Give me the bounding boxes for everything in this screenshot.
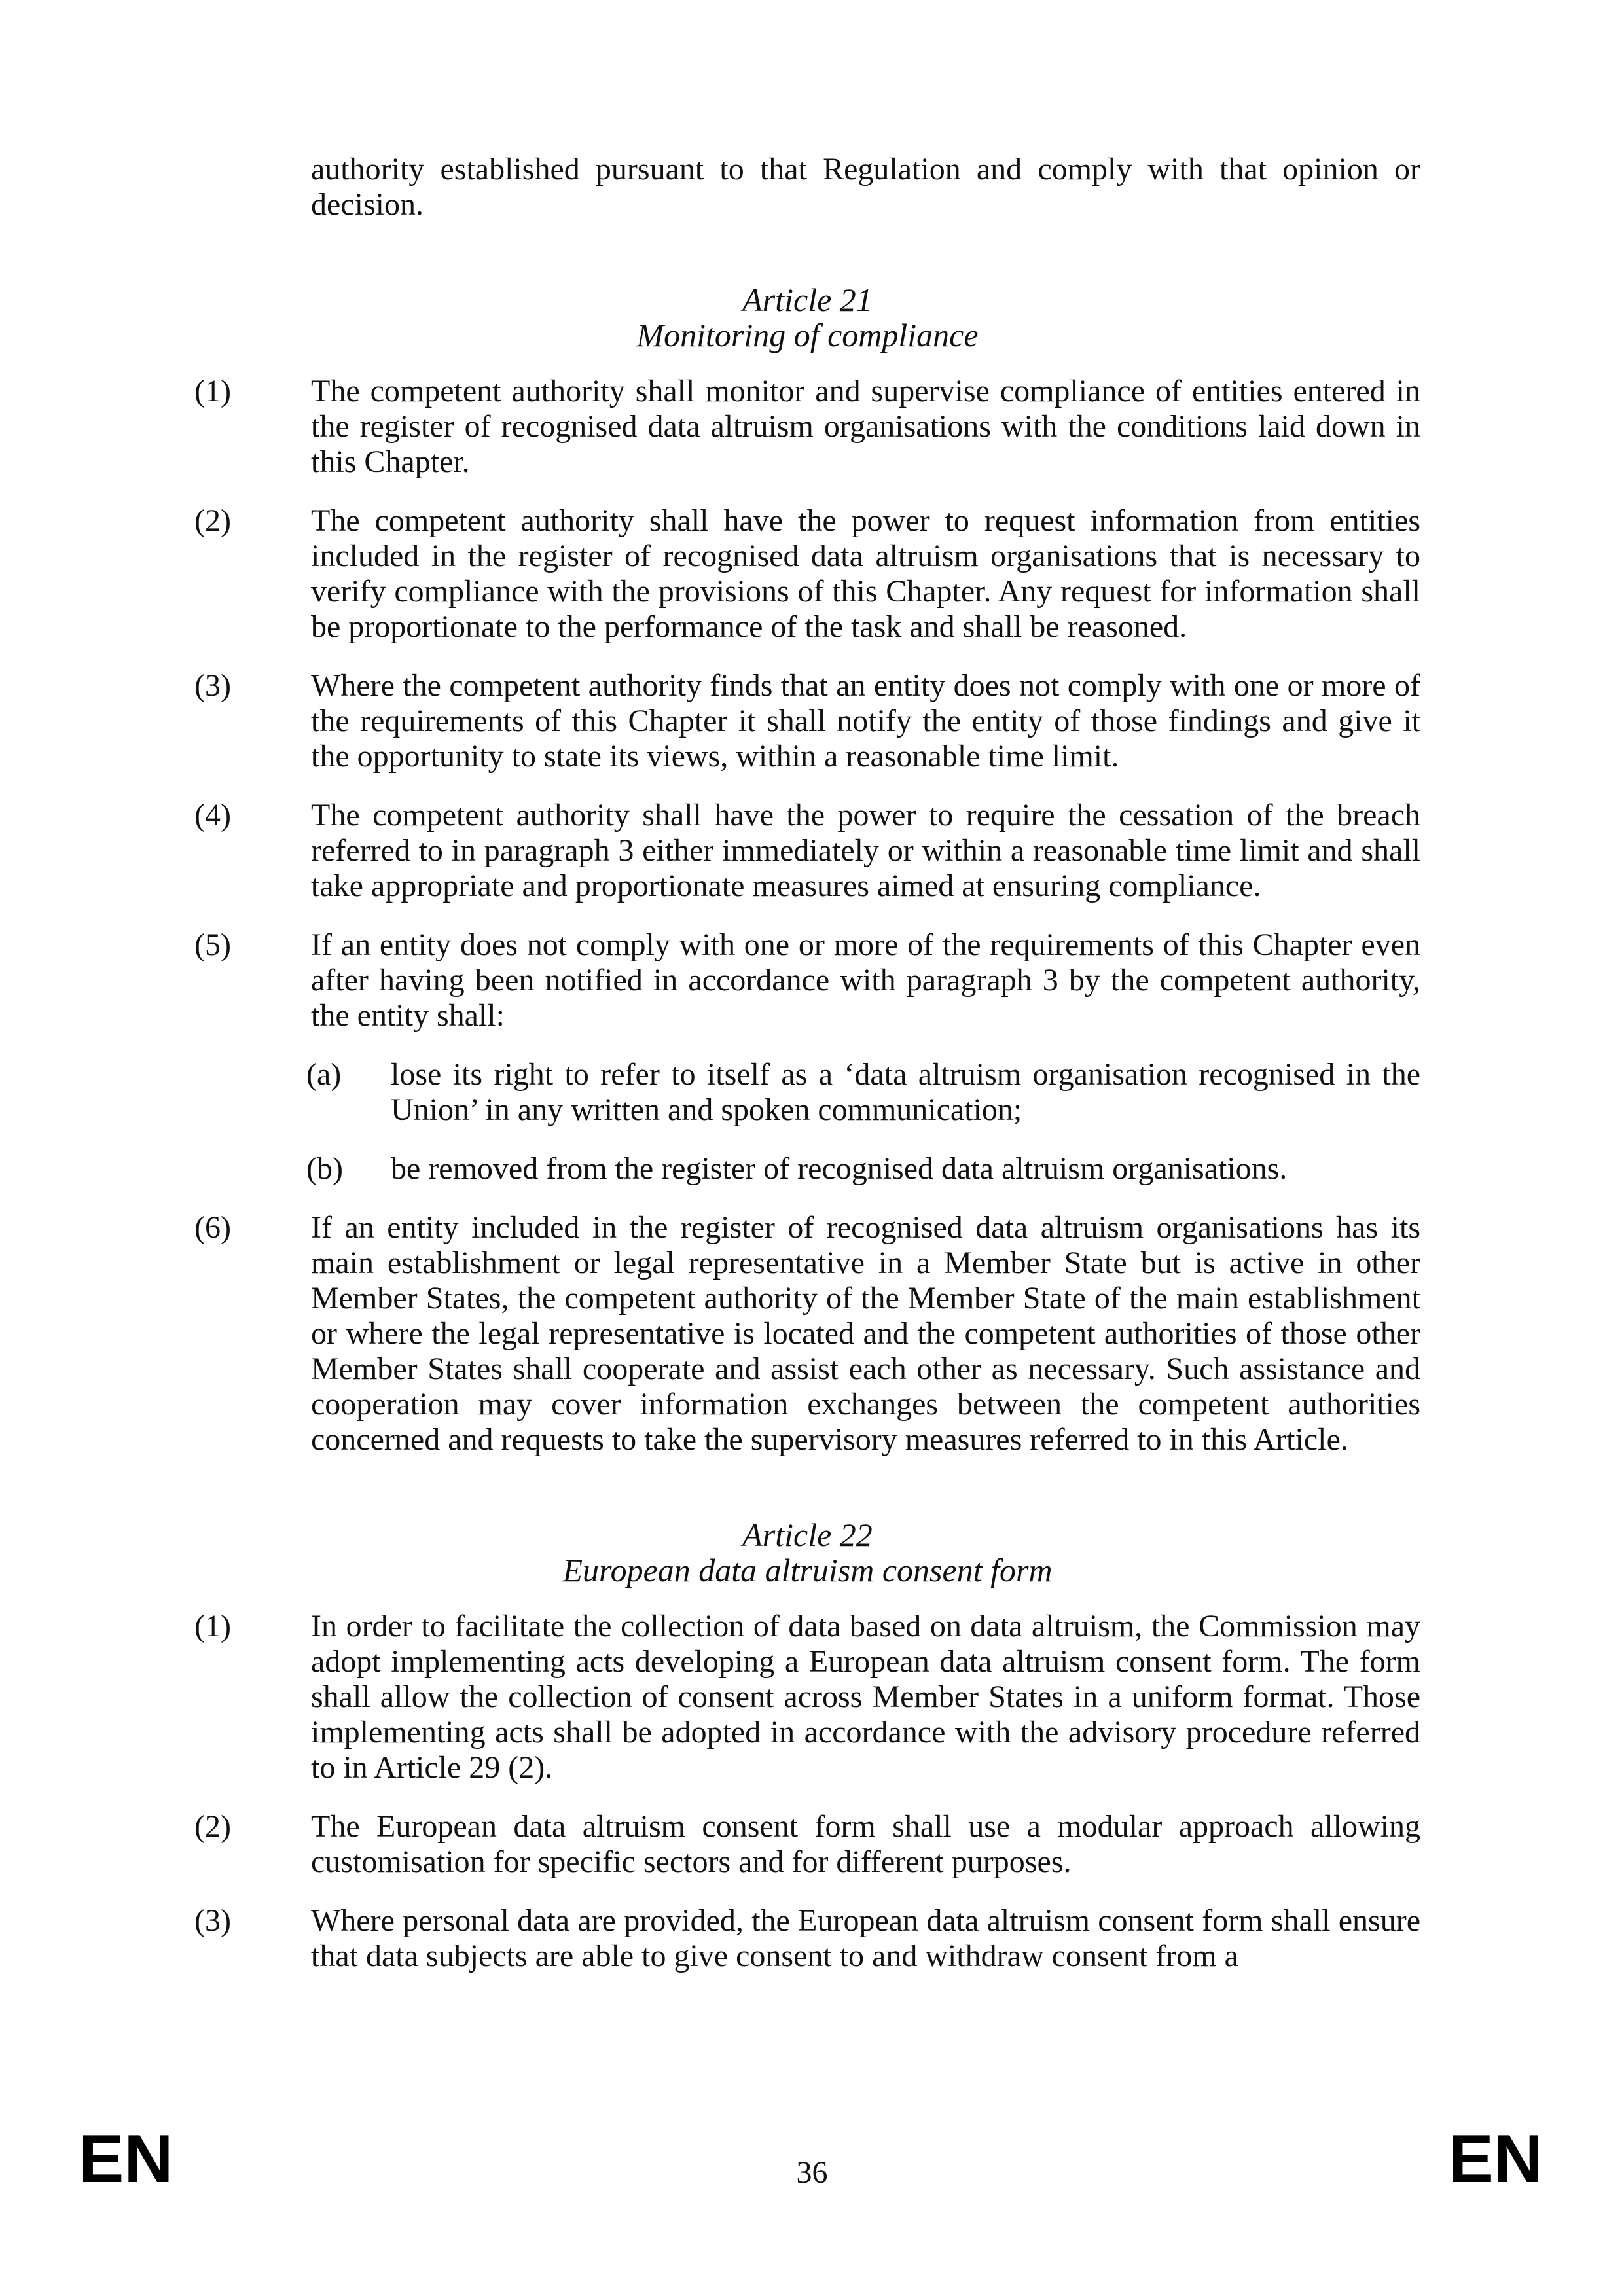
article-21-heading <box>194 282 1420 353</box>
item-text: The competent authority shall monitor and supervise compliance of entities entered in the register of recognised data altruism organisations with the conditions laid down in this Chapter. <box>311 374 1420 479</box>
page-number: 36 <box>796 2155 828 2190</box>
article-number: Article 21 <box>742 281 873 318</box>
list-item <box>194 1210 1420 1458</box>
item-text: Where the competent authority finds that an entity does not comply with one or more of the requirements of this Chapter it shall notify the entity of those findings and give it the opportunity to state its views, within a reasonable time limit. <box>311 668 1420 774</box>
item-text: If an entity included in the register of recognised data altruism organisations has its main establishment or legal representative in a Member State but is active in other Member States, the competent authority of the Member State of the main establishment or where the legal representative is located and the competent authorities of those other Member States shall cooperate and assist each other as necessary. Such assistance and cooperation may cover information exchanges between the competent authorities concerned and requests to take the supervisory measures referred to in this Article. <box>311 1210 1420 1457</box>
sub-item-text: be removed from the register of recognised data altruism organisations. <box>391 1151 1288 1186</box>
list-item <box>194 374 1420 480</box>
sub-list-item <box>194 1151 1420 1187</box>
item-number: (6) <box>194 1210 231 1245</box>
item-text: Where personal data are provided, the European data altruism consent form shall ensure that data subjects are able to give consent to and withdraw consent from a <box>311 1903 1420 1973</box>
article-number: Article 22 <box>742 1516 873 1553</box>
item-text: The European data altruism consent form shall use a modular approach allowing customisation for specific sectors and for different purposes. <box>311 1809 1420 1879</box>
item-text: The competent authority shall have the power to require the cessation of the breach referred to in paragraph 3 either immediately or within a reasonable time limit and shall take appropriate and proportionate measures aimed at ensuring compliance. <box>311 798 1420 903</box>
sub-list-item <box>194 1057 1420 1128</box>
item-number: (2) <box>194 503 231 538</box>
item-text: If an entity does not comply with one or more of the requirements of this Chapter even after having been notified in accordance with paragraph 3 by the competent authority, the entity shall: <box>311 927 1420 1033</box>
item-number: (2) <box>194 1809 231 1844</box>
list-item <box>194 798 1420 904</box>
item-number: (3) <box>194 668 231 703</box>
item-number: (5) <box>194 927 231 962</box>
item-number: (4) <box>194 798 231 833</box>
sub-item-text: lose its right to refer to itself as a ‘data altruism organisation recognised in the Union’ in any written and spoken communication; <box>391 1057 1420 1127</box>
article-22-heading <box>194 1517 1420 1588</box>
item-text: The competent authority shall have the power to request information from entities included in the register of recognised data altruism organisations that is necessary to verify compliance with the provisions of this Chapter. Any request for information shall be proportionate to the performance of the task and shall be reasoned. <box>311 503 1420 644</box>
article-title: Monitoring of compliance <box>636 317 979 353</box>
list-item <box>194 1609 1420 1785</box>
list-item <box>194 503 1420 645</box>
document-body <box>194 152 1420 1998</box>
list-item <box>194 668 1420 774</box>
item-number: (3) <box>194 1903 231 1938</box>
language-code-right: EN <box>1448 2121 1543 2197</box>
item-number: (1) <box>194 1609 231 1643</box>
list-item <box>194 1903 1420 1974</box>
item-text: In order to facilitate the collection of data based on data altruism, the Commission may adopt implementing acts developing a European data altruism consent form. The form shall allow the collection of consent across Member States in a uniform format. Those implementing acts shall be adopted in accordance with the advisory procedure referred to in Article 29 (2). <box>311 1609 1420 1785</box>
sub-item-number: (b) <box>306 1151 343 1186</box>
item-number: (1) <box>194 374 231 408</box>
sub-item-number: (a) <box>306 1057 342 1092</box>
list-item <box>194 1809 1420 1880</box>
paragraph-continuation <box>194 152 1420 223</box>
language-code-left: EN <box>79 2121 173 2197</box>
list-item <box>194 927 1420 1033</box>
paragraph-continuation-text: authority established pursuant to that Regulation and comply with that opinion or decision. <box>311 152 1420 222</box>
article-title: European data altruism consent form <box>562 1552 1053 1588</box>
